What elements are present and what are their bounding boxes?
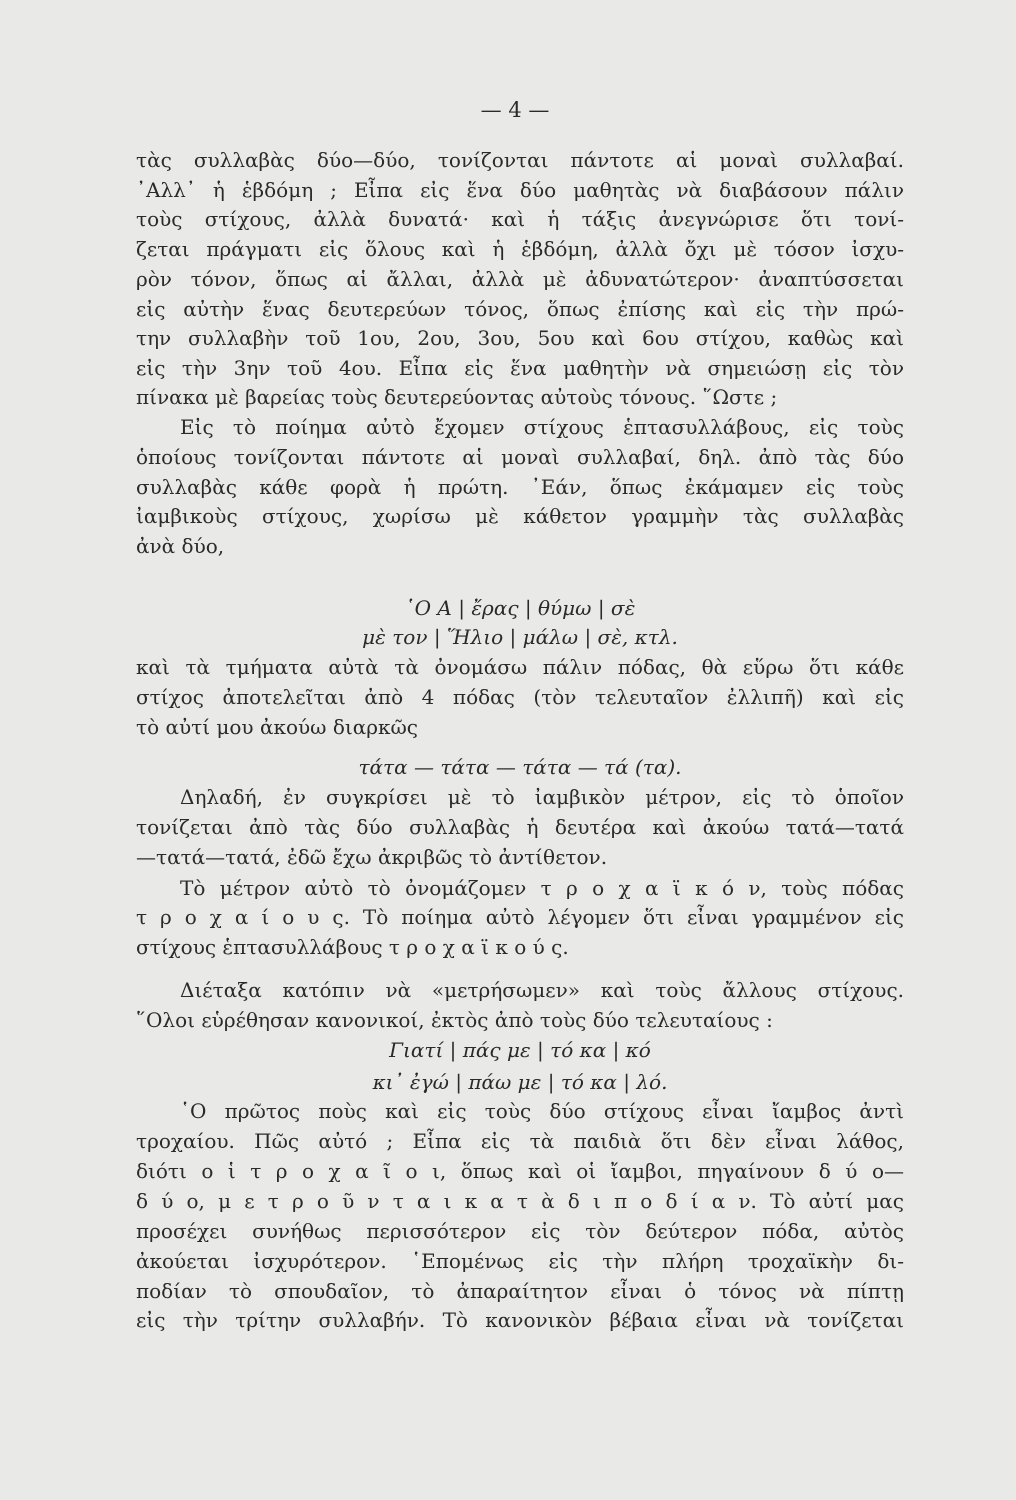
text-line: ῾Ο Α | ἔρας | θύμω | σὲ (404, 596, 636, 620)
text-line: εἰς τὴν 3ην τοῦ 4ου. Εἶπα εἰς ἕνα μαθητὴν νὰ σημειώσῃ εἰς τὸν (136, 356, 904, 380)
text-line: ζεται πράγματι εἰς ὅλους καὶ ἡ ἑβδόμη, ἀλλὰ ὄχι μὲ τόσον ἰσχυ- (136, 237, 904, 261)
text-line: Τὸ μέτρον αὐτὸ τὸ ὀνομάζομεν τ ρ ο χ α ϊ κ ό ν, τοὺς πόδας (180, 876, 904, 900)
text-line: ρὸν τόνον, ὅπως αἱ ἄλλαι, ἀλλὰ μὲ ἀδυνατώτερον· ἀναπτύσσεται (136, 267, 904, 291)
text-line: ποδίαν τὸ σπουδαῖον, τὸ ἀπαραίτητον εἶναι ὁ τόνος νὰ πίπτῃ (136, 1279, 904, 1303)
text-line: τὰς συλλαβὰς δύο—δύο, τονίζονται πάντοτε αἱ μοναὶ συλλαβαί. (136, 148, 904, 172)
text-line: —τατά—τατά, ἐδῶ ἔχω ἀκριβῶς τὸ ἀντίθετον. (136, 845, 608, 869)
text-line: την συλλαβὴν τοῦ 1ου, 2ου, 3ου, 5ου καὶ 6ου στίχου, καθὼς καὶ (136, 326, 904, 350)
text-line: ῾Ο πρῶτος ποὺς καὶ εἰς τοὺς δύο στίχους εἶναι ἴαμβος ἀντὶ (180, 1099, 904, 1123)
text-line: τοὺς στίχους, ἀλλὰ δυνατά· καὶ ἡ τάξις ἀνεγνώρισε ὅτι τονί- (136, 207, 904, 231)
page-number: — 4 — (480, 98, 550, 122)
text-line: στίχους ἑπτασυλλάβους τ ρ ο χ α ϊ κ ο ύ ς. (136, 935, 569, 959)
text-line: ᾿Αλλ᾿ ἡ ἑβδόμη ; Εἶπα εἰς ἕνα δύο μαθητὰς νὰ διαβάσουν πάλιν (136, 178, 904, 202)
text-line: ἀκούεται ἰσχυρότερον. ῾Επομένως εἰς τὴν πλήρη τροχαϊκὴν δι- (136, 1249, 904, 1273)
text-line: δ ύ ο, μ ε τ ρ ο ῦ ν τ α ι κ α τ ὰ δ ι π ο δ ί α ν. Τὸ αὐτί μας (136, 1189, 904, 1213)
text-line: εἰς αὐτὴν ἕνας δευτερεύων τόνος, ὅπως ἐπίσης καὶ εἰς τὴν πρώ- (136, 297, 904, 321)
text-line: Διέταξα κατόπιν νὰ «μετρήσωμεν» καὶ τοὺς ἄλλους στίχους. (180, 978, 904, 1002)
text-line: μὲ τον | Ἥλιο | μάλω | σὲ, κτλ. (362, 625, 678, 649)
text-line: Γιατί | πάς με | τό κα | κό (389, 1038, 651, 1062)
text-line: πίνακα μὲ βαρείας τοὺς δευτερεύοντας αὐτοὺς τόνους. ῞Ωστε ; (136, 385, 778, 409)
text-line: τροχαίου. Πῶς αὐτό ; Εἶπα εἰς τὰ παιδιὰ ὅτι δὲν εἶναι λάθος, (136, 1129, 904, 1153)
text-line: ἀνὰ δύο, (136, 534, 225, 558)
text-line: τονίζεται ἀπὸ τὰς δύο συλλαβὰς ἡ δευτέρα καὶ ἀκούω τατά—τατά (136, 815, 904, 839)
text-line: τὸ αὐτί μου ἀκούω διαρκῶς (136, 715, 418, 739)
text-line: ἰαμβικοὺς στίχους, χωρίσω μὲ κάθετον γραμμὴν τὰς συλλαβὰς (136, 504, 904, 528)
text-line: εἰς τὴν τρίτην συλλαβήν. Τὸ κανονικὸν βέβαια εἶναι νὰ τονίζεται (136, 1308, 904, 1332)
text-line: διότι ο ἱ τ ρ ο χ α ῖ ο ι, ὅπως καὶ οἱ ἴαμβοι, πηγαίνουν δ ύ ο— (136, 1159, 904, 1183)
text-line: καὶ τὰ τμήματα αὐτὰ τὰ ὀνομάσω πάλιν πόδας, θὰ εὕρω ὅτι κάθε (136, 655, 904, 679)
text-line: προσέχει συνήθως περισσότερον εἰς τὸν δεύτερον πόδα, αὐτὸς (136, 1219, 904, 1243)
text-line: ὁποίους τονίζονται πάντοτε αἱ μοναὶ συλλαβαί, δηλ. ἀπὸ τὰς δύο (136, 445, 904, 469)
text-line: ῞Ολοι εὑρέθησαν κανονικοί, ἐκτὸς ἀπὸ τοὺς δύο τελευταίους : (136, 1008, 773, 1032)
text-line: Εἰς τὸ ποίημα αὐτὸ ἔχομεν στίχους ἑπτασυλλάβους, εἰς τοὺς (180, 415, 904, 439)
text-line: συλλαβὰς κάθε φορὰ ἡ πρώτη. ᾿Εάν, ὅπως ἐκάμαμεν εἰς τοὺς (136, 475, 904, 499)
text-line: τ ρ ο χ α ί ο υ ς. Τὸ ποίημα αὐτὸ λέγομεν ὅτι εἶναι γραμμένον εἰς (136, 905, 904, 929)
text-line: κι᾿ ἐγώ | πάω με | τό κα | λό. (372, 1070, 668, 1094)
text-line: τάτα — τάτα — τάτα — τά (τα). (358, 755, 682, 779)
text-line: Δηλαδή, ἐν συγκρίσει μὲ τὸ ἰαμβικὸν μέτρον, εἰς τὸ ὁποῖον (180, 785, 904, 809)
text-line: στίχος ἀποτελεῖται ἀπὸ 4 πόδας (τὸν τελευταῖον ἐλλιπῆ) καὶ εἰς (136, 685, 904, 709)
